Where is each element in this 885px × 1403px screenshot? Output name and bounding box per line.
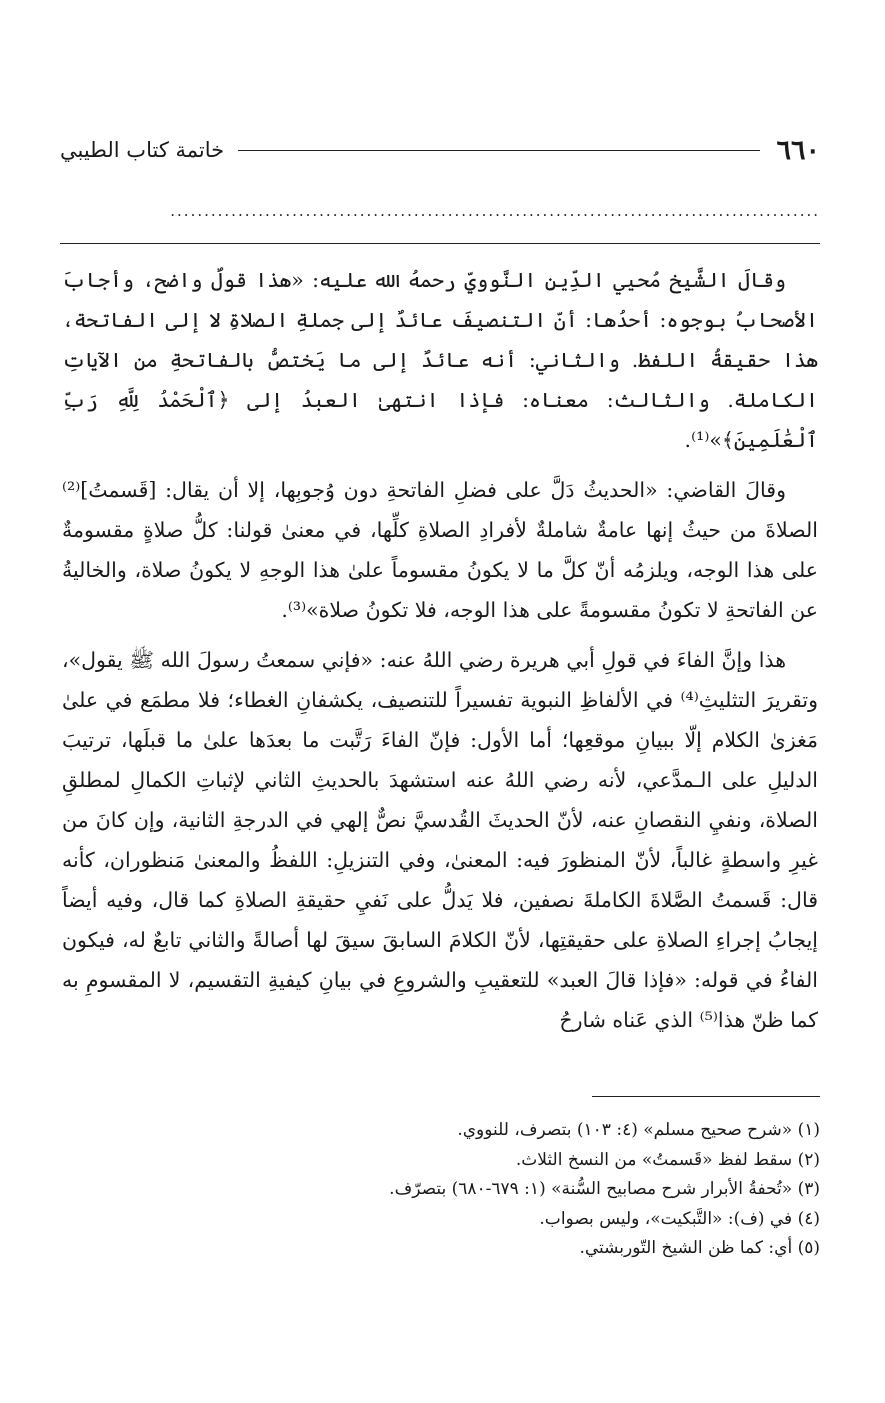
header-rule [238,150,760,151]
footnote-3: (٣) «تُحفةُ الأبرار شرح مصابيح السُّنة» (١: ٦٧٩-٦٨٠) بتصرّف. [389,1179,820,1199]
footnote-1: (١) «شرح صحيح مسلم» (٤: ١٠٣) بتصرف، للنووي. [457,1120,820,1140]
paragraph-qadi: وقالَ القاضي: «الحديثُ دَلَّ على فضلِ الفاتحةِ دون وُجوبِها، إلا أن يقال: [قَسمتُ]⁽²⁾ الصلاةَ من حيثُ إنها عامةٌ شاملةٌ لأفرادِ الصلاةِ كلِّها، في معنىٰ قولنا: كلُّ صلاةٍ مقسومةٌ على هذا الوجه، ويلزمُه أنّ كلَّ ما لا يكونُ مقسوماً علىٰ هذا الوجهِ لا يكونُ صلاة، والخاليةُ عن الفاتحةِ لا تكونُ مقسومةً على هذا الوجه، فلا تكونُ صلاة»⁽³⁾. [62,478,818,622]
top-rule [60,243,820,244]
paragraph-analysis: هذا وإنَّ الفاءَ في قولِ أبي هريرة رضي اللهُ عنه: «فإني سمعتُ رسولَ الله ﷺ يقول»، وتقريرَ التثليثِ⁽⁴⁾ في الألفاظِ النبوية تفسيراً للتنصيف، يكشفانِ الغطاء؛ فلا مطمَع في علىٰ مَغزىٰ الكلام إلّا ببيانِ موقعِها؛ أما الأول: فإنّ الفاءَ رَتَّبت ما بعدَها علىٰ ما قبلَها، ترتيبَ الدليلِ على الـمدَّعي، لأنه رضي اللهُ عنه استشهدَ بالحديثِ الثاني لإثباتِ الكمالِ لمطلقِ الصلاة، ونفيِ النقصانِ عنه، لأنّ الحديثَ القُدسيَّ نصٌّ إلهي في الدرجةِ الثانية، وإن كانَ من غيرِ واسطةٍ غالباً، لأنّ المنظورَ فيه: المعنىٰ، وفي التنزيلِ: اللفظُ والمعنىٰ مَنظوران، كأنه قال: قَسمتُ الصَّلاةَ الكاملةَ نصفين، فلا يَدلُّ على نَفيِ حقيقةِ الصلاةِ كما قال، وفيه أيضاً إيجابُ إجراءِ الصلاةِ على حقيقتِها، لأنّ الكلامَ السابقَ سيقَ لها أصالةً والثاني تابعٌ له، فيكون الفاءُ في قوله: «فإذا قالَ العبد» للتعقيبِ والشروعِ في بيانِ كيفيةِ التقسيم، لا المقسومِ به كما ظنّ هذا⁽⁵⁾ الذي عَناه شارحُ [62,648,818,1032]
footnote-2: (٢) سقط لفظ «قَسمتُ» من النسخ الثلاث. [515,1149,820,1170]
footnote-5: (٥) أي: كما ظن الشيخ التّوربشتي. [579,1238,820,1258]
footnote-4: (٤) في (ف): «التَّبكيت»، وليس بصواب. [539,1208,820,1229]
page-number: ٦٦٠ [776,134,820,166]
dotted-separator: ................................................................................................ [170,202,820,220]
footnotes [60,1116,820,1264]
paragraph-nawawi: وقالَ الشَّيخ مُحيي الدِّينِ النَّوويّ رحمهُ الله عليه: «هذا قولٌ واضح، وأجابَ الأصحابُ بوجوه: أحدُها: أنّ التنصيفَ عائدٌ إلى جملةِ الصلاةِ لا إلى الفاتحة، هذا حقيقةُ اللفظ. والثاني: أنه عائدٌ إلى ما يَختصُّ بالفاتحةِ من الآياتِ الكاملة. والثالث: معناه: فإذا انتهىٰ العبدُ إلى ﴿ٱلْحَمْدُ لِلَّهِ رَبِّ ٱلْعَٰلَمِينَ﴾»⁽¹⁾. [62,268,818,452]
main-text [62,260,818,1050]
running-title: خاتمة كتاب الطيبي [60,138,225,162]
footnotes-rule [592,1096,820,1097]
page-header [60,130,820,170]
